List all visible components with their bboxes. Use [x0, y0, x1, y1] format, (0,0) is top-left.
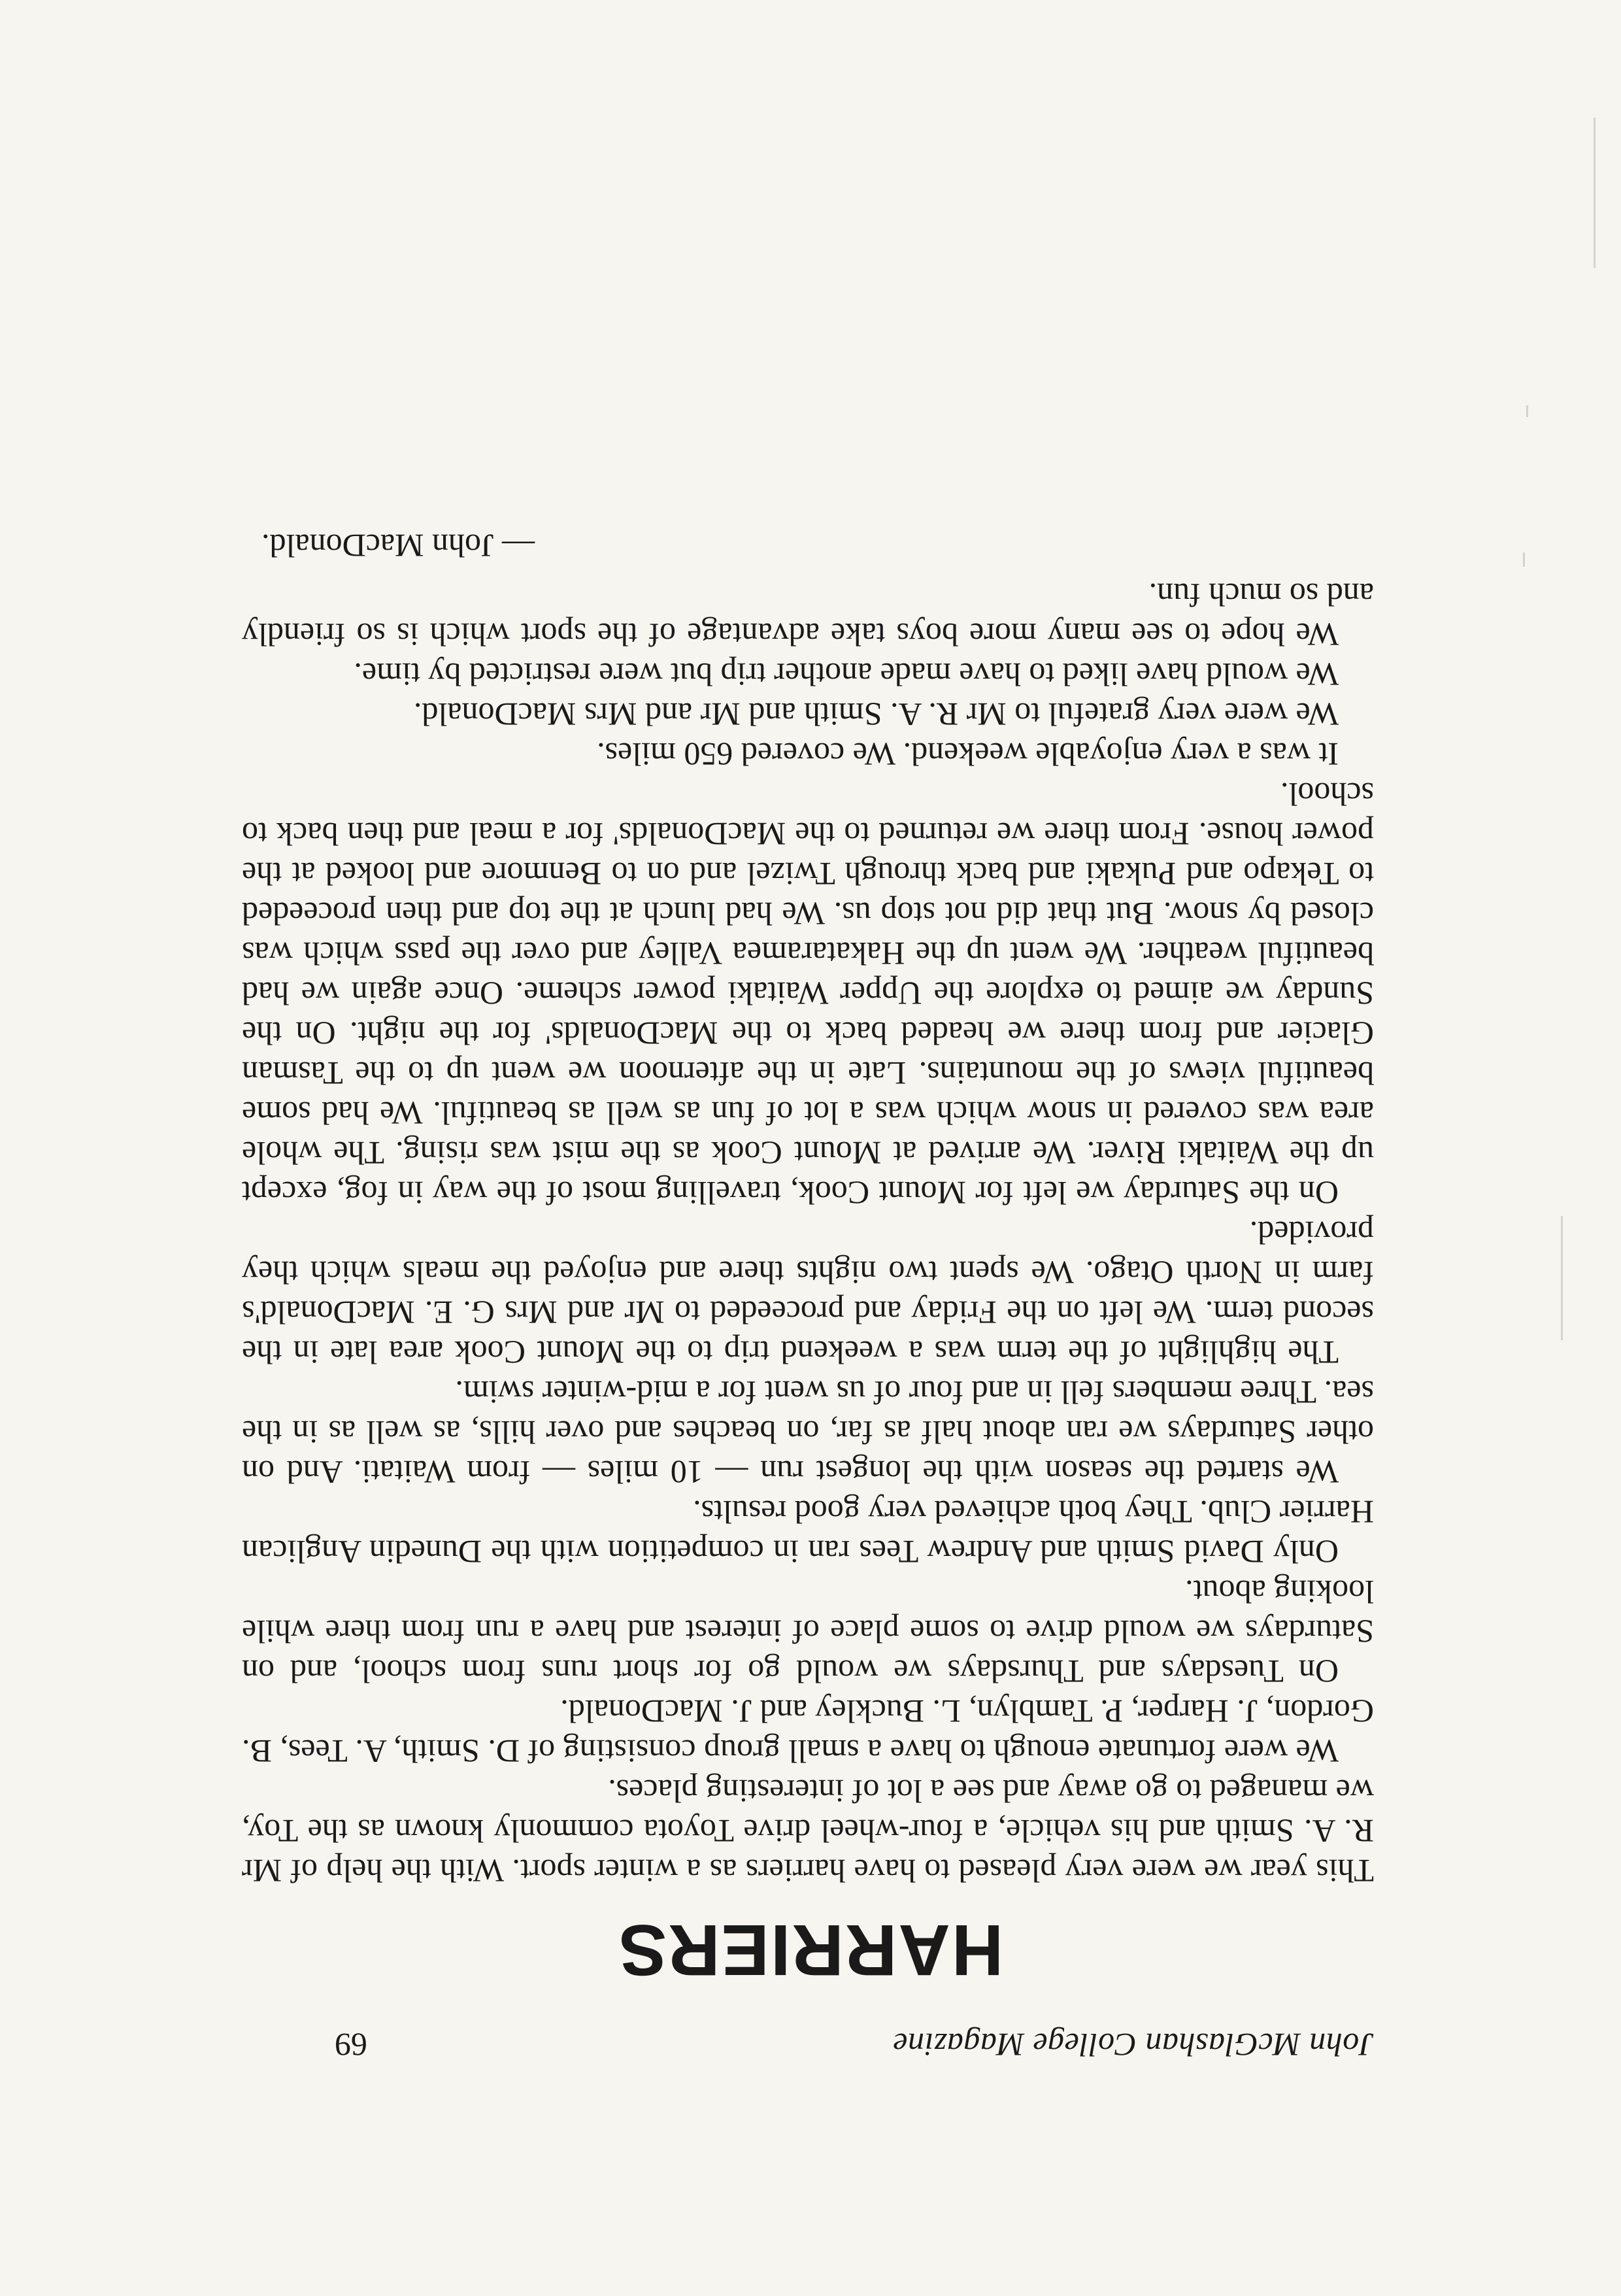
- page-number: 69: [335, 2027, 367, 2063]
- running-title: John McGlashan College Magazine: [892, 2027, 1374, 2063]
- paragraph: The highlight of the term was a weekend trip to the Mount Cook area late in the second term. We left on the Friday and proceeded to Mr and Mrs G. E. MacDonald's farm in North Otago. We spent two nights there and enjoyed the meals which they provided.: [242, 1215, 1374, 1371]
- paragraph: It was a very enjoyable weekend. We covered 650 miles.: [597, 736, 1339, 773]
- author-signature: — John MacDonald.: [261, 528, 535, 564]
- article-body: [242, 526, 1374, 1891]
- paragraph: On the Saturday we left for Mount Cook, travelling most of the way in fog, except up the Waitaki River. We arrived at Mount Cook as the mist was rising. The whole area was covered in snow which was a lot of fun as well as beautiful. We had some beautiful views of the mountains. Late in the afternoon we went up to the Tasman Glacier and from there we headed back to the MacDonalds' for the night. On the Sunday we aimed to explore the Upper Waitaki power scheme. Once again we had beautiful weather. We went up the Hakataramea Valley and over the pass which was closed by snow. But that did not stop us. We had lunch at the top and then proceeded to Tekapo and Pukaki and back through Twizel and on to Benmore and looked at the power house. From there we returned to the MacDonalds' for a meal and then back to school.: [242, 776, 1374, 1211]
- page-header: [0, 2012, 1621, 2064]
- scan-edge-mark: [1526, 405, 1528, 417]
- scan-edge-mark: [1523, 552, 1525, 567]
- paragraph: On Tuesdays and Thursdays we would go for short runs from school, and on Saturdays we would drive to some place of interest and have a run from there while looking about.: [242, 1574, 1374, 1690]
- article-title: HARRIERS: [617, 1910, 1004, 1990]
- scan-edge-mark: [1594, 118, 1596, 268]
- paragraph: We would have liked to have made another trip but were restricted by time.: [354, 656, 1339, 693]
- paragraph: We hope to see many more boys take advantage of the sport which is so friendly and so much fun.: [242, 577, 1374, 653]
- paragraph: We were very grateful to Mr R. A. Smith and Mr and Mrs MacDonald.: [413, 696, 1339, 733]
- scan-edge-mark: [1561, 1216, 1563, 1340]
- paragraph: We started the season with the longest run — 10 miles — from Waitati. And on other Saturdays we ran about half as far, on beaches and over hills, as well as in the sea. Three members fell in and four of us went for a mid-winter swim.: [242, 1374, 1374, 1491]
- paragraph: Only David Smith and Andrew Tees ran in competition with the Dunedin Anglican Harrier Club. They both achieved very good results.: [242, 1494, 1374, 1570]
- paragraph: We were fortunate enough to have a small group consisting of D. Smith, A. Tees, B. Gordon, J. Harper, P. Tamblyn, L. Buckley and J. MacDonald.: [242, 1693, 1374, 1770]
- paragraph: This year we were very pleased to have harriers as a winter sport. With the help of Mr R. A. Smith and his vehicle, a four-wheel drive Toyota commonly known as the Toy, we managed to go away and see a lot of interesting places.: [242, 1773, 1374, 1889]
